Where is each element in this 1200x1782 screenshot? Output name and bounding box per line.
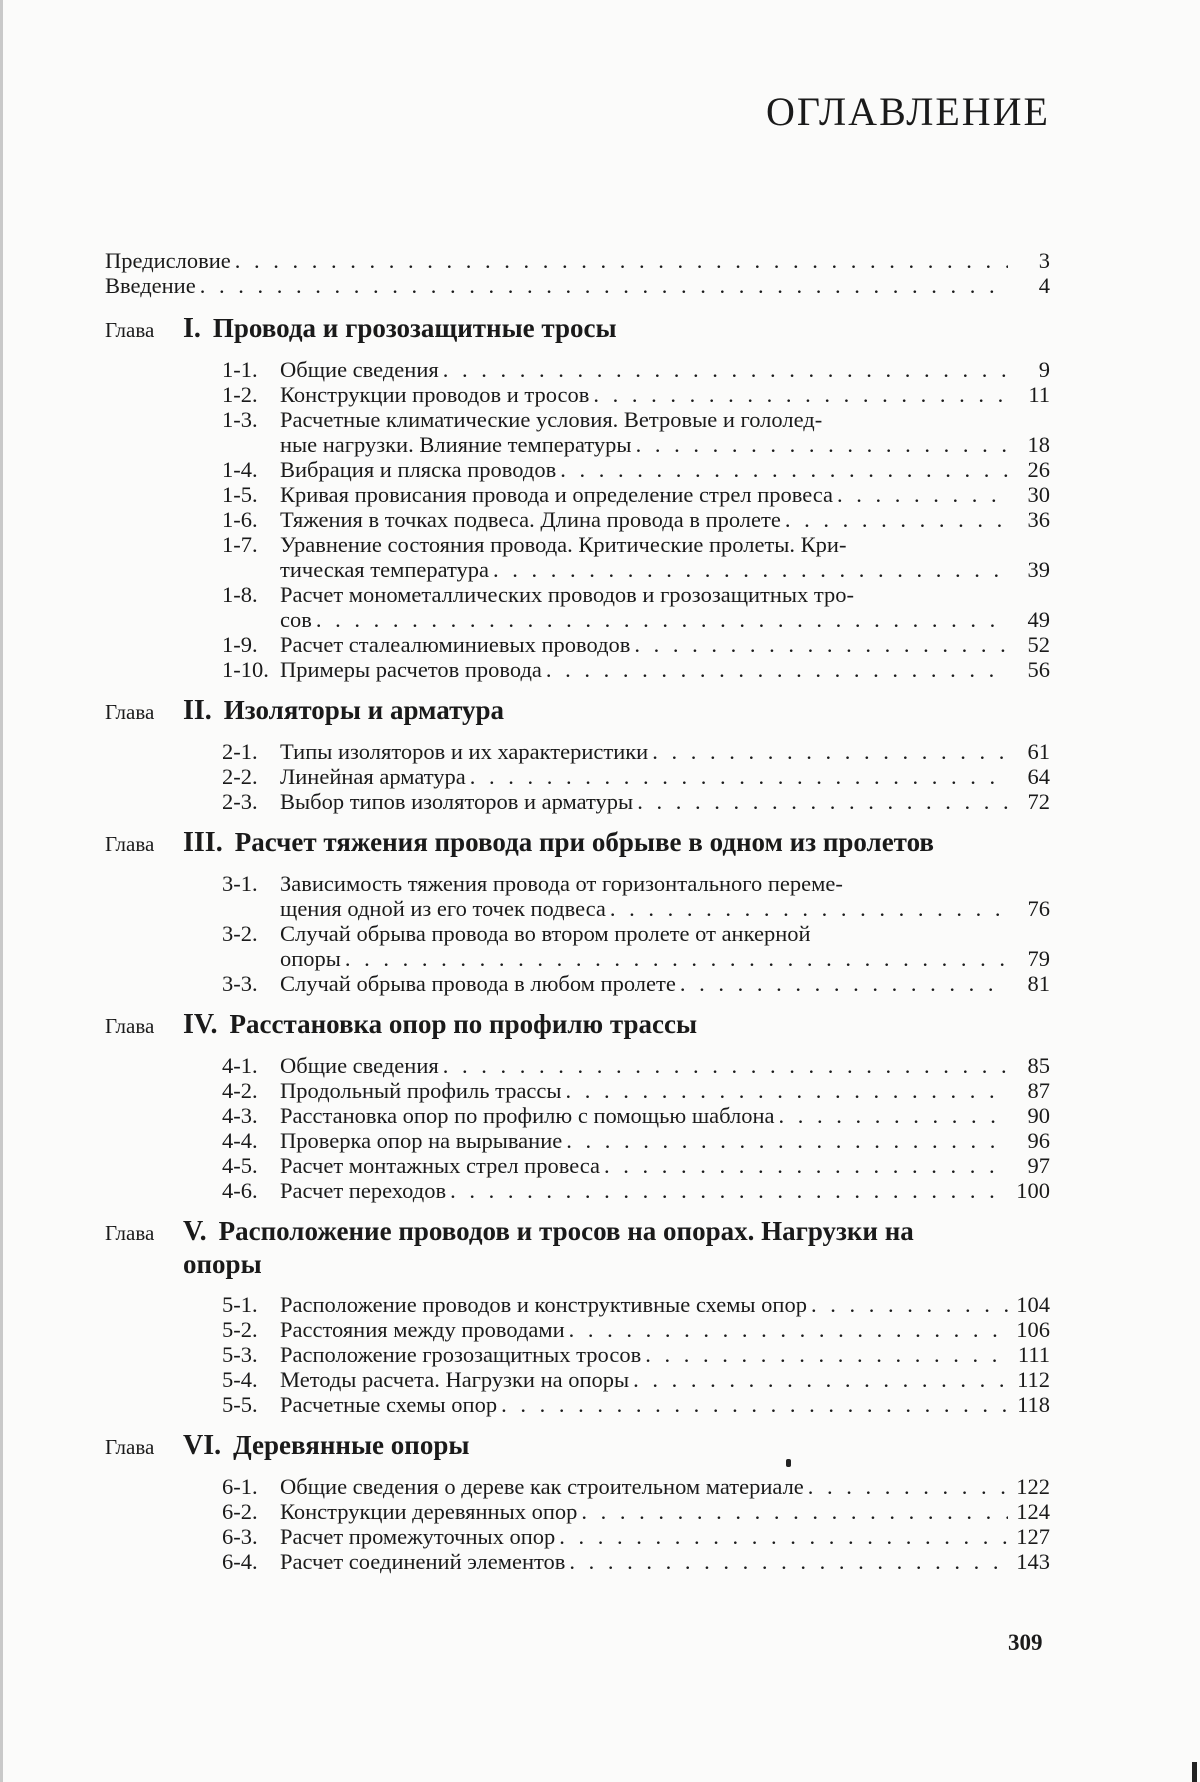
dot-leader: [680, 971, 1008, 996]
toc-section-entry[interactable]: [222, 1292, 1050, 1317]
dot-leader: [316, 607, 1008, 632]
dot-leader: [593, 382, 1008, 407]
toc-section-entry[interactable]: [222, 1499, 1050, 1524]
dot-leader: [811, 1292, 1008, 1317]
entry-page: 112: [1017, 1367, 1050, 1392]
entry-label: [222, 1499, 577, 1524]
entry-page: 52: [1027, 632, 1050, 657]
entry-continuation: [222, 432, 1050, 457]
entry-page: 104: [1016, 1292, 1050, 1317]
entry-label: [222, 1342, 641, 1367]
entry-page: 4: [1038, 273, 1050, 298]
section-number: 4-4.: [222, 1128, 258, 1153]
entry-label: [222, 1053, 439, 1078]
scan-corner-mark: [1192, 1762, 1197, 1782]
entry-page: 85: [1027, 1053, 1050, 1078]
section-text: Расчет монтажных стрел провеса: [280, 1153, 601, 1178]
section-number: 6-4.: [222, 1549, 258, 1574]
chapter-title: Изоляторы и арматура: [223, 695, 504, 725]
section-text: Уравнение состояния провода. Критические пролеты. Кри-: [280, 532, 847, 557]
chapter-word: Глава: [105, 318, 155, 342]
dot-leader: [569, 1549, 1008, 1574]
section-number: 5-1.: [222, 1292, 258, 1317]
entry-label: [222, 582, 854, 607]
section-text: Конструкции проводов и тросов: [280, 382, 590, 407]
entry-label: [222, 1153, 600, 1178]
section-number: 4-5.: [222, 1153, 258, 1178]
toc-section-entry[interactable]: [222, 1053, 1050, 1078]
toc-section-entry[interactable]: [222, 532, 1050, 582]
toc-section-entry[interactable]: [222, 457, 1050, 482]
section-text: Кривая провисания провода и определение стрел провеса: [280, 482, 834, 507]
entry-label: [222, 1128, 562, 1153]
toc-section-entry[interactable]: [222, 1367, 1050, 1392]
entry-page: 97: [1027, 1153, 1050, 1178]
entry-label: [222, 1178, 446, 1203]
entry-label: [222, 382, 589, 407]
dot-leader: [450, 1178, 1008, 1203]
table-of-contents: [105, 248, 1050, 1574]
toc-section-entry[interactable]: [222, 482, 1050, 507]
entry-first-line: [222, 921, 1050, 946]
section-text: Расчет переходов: [280, 1178, 447, 1203]
dot-leader: [560, 457, 1008, 482]
section-text-cont: опоры: [280, 946, 341, 971]
section-text: Зависимость тяжения провода от горизонтального переме-: [280, 871, 843, 896]
entry-label: Предисловие: [105, 248, 231, 273]
entry-page: 39: [1027, 557, 1050, 582]
entry-label: [222, 1524, 555, 1549]
entry-label: [222, 1317, 565, 1342]
chapter-title-block: [183, 312, 963, 345]
toc-section-entry[interactable]: [222, 1153, 1050, 1178]
dot-leader: [634, 632, 1008, 657]
entry-continuation: [222, 896, 1050, 921]
section-number: 3-3.: [222, 971, 258, 996]
section-number: 3-1.: [222, 871, 258, 896]
chapter-title-block: [183, 1008, 963, 1041]
chapter-word: Глава: [105, 1221, 155, 1245]
dot-leader: [779, 1103, 1008, 1128]
section-number: 2-1.: [222, 739, 258, 764]
dot-leader: [637, 789, 1008, 814]
entry-first-line: [222, 407, 1050, 432]
section-text: Тяжения в точках подвеса. Длина провода в пролете: [280, 507, 781, 532]
section-number: 4-6.: [222, 1178, 258, 1203]
chapter-title: Расположение проводов и тросов на опорах. Нагрузки на опоры: [183, 1216, 914, 1279]
entry-page: 96: [1027, 1128, 1050, 1153]
entry-label: [222, 971, 676, 996]
section-number: 1-9.: [222, 632, 258, 657]
section-text: Методы расчета. Нагрузки на опоры: [280, 1367, 630, 1392]
entry-label: [222, 871, 843, 896]
entry-first-line: [222, 871, 1050, 896]
chapter-title: Расстановка опор по профилю трассы: [229, 1009, 698, 1039]
dot-leader: [581, 1499, 1008, 1524]
entry-page: 61: [1027, 739, 1050, 764]
entry-page: 64: [1027, 764, 1050, 789]
section-number: 6-3.: [222, 1524, 258, 1549]
chapter-number: III.: [183, 827, 223, 858]
section-text: Расчет промежуточных опор: [280, 1524, 556, 1549]
entry-label: [222, 482, 833, 507]
section-number: 4-1.: [222, 1053, 258, 1078]
chapter-heading[interactable]: [105, 1429, 1050, 1462]
entry-label: [222, 1078, 562, 1103]
section-text: Конструкции деревянных опор: [280, 1499, 578, 1524]
toc-section-entry[interactable]: [222, 789, 1050, 814]
section-number: 5-5.: [222, 1392, 258, 1417]
section-text: Расстановка опор по профилю с помощью шаблона: [280, 1103, 775, 1128]
section-number: 1-3.: [222, 407, 258, 432]
toc-section-entry[interactable]: [222, 407, 1050, 457]
toc-section-entry[interactable]: [222, 582, 1050, 632]
section-text: Продольный профиль трассы: [280, 1078, 562, 1103]
entry-continuation: [222, 607, 1050, 632]
chapter-title: Расчет тяжения провода при обрыве в одном из пролетов: [234, 827, 934, 857]
section-text: Расположение проводов и конструктивные схемы опор: [280, 1292, 807, 1317]
section-number: 1-1.: [222, 357, 258, 382]
chapter-title-block: [183, 694, 963, 727]
section-text: Расстояния между проводами: [280, 1317, 565, 1342]
entry-label: [222, 1392, 497, 1417]
dot-leader: [785, 507, 1008, 532]
entry-page: 26: [1027, 457, 1050, 482]
section-text: Общие сведения: [280, 357, 439, 382]
section-number: 1-7.: [222, 532, 258, 557]
page-edge: [0, 0, 3, 1782]
section-number: 2-2.: [222, 764, 258, 789]
dot-leader: [443, 357, 1008, 382]
dot-leader: [569, 1317, 1008, 1342]
section-text: Расчет соединений элементов: [280, 1549, 566, 1574]
section-text: Типы изоляторов и их характеристики: [280, 739, 649, 764]
entry-label: Введение: [105, 273, 196, 298]
chapter-number: II.: [183, 695, 212, 726]
dot-leader: [645, 1342, 1008, 1367]
dot-leader: [235, 248, 1008, 273]
toc-section-entry[interactable]: [222, 1392, 1050, 1417]
entry-label: [222, 1292, 807, 1317]
dot-leader: [501, 1392, 1008, 1417]
entry-page: 11: [1028, 382, 1050, 407]
dot-leader: [604, 1153, 1008, 1178]
section-text: Выбор типов изоляторов и арматуры: [280, 789, 634, 814]
chapter-word: Глава: [105, 700, 155, 724]
entry-label: [222, 357, 439, 382]
section-text: Расчетные климатические условия. Ветровые и гололед-: [280, 407, 823, 432]
page-title: ОГЛАВЛЕНИЕ: [766, 89, 1050, 134]
toc-section-entry[interactable]: [222, 1128, 1050, 1153]
entry-label: [222, 407, 822, 432]
dot-leader: [610, 896, 1008, 921]
section-text: Проверка опор на вырывание: [280, 1128, 563, 1153]
entry-label: [222, 457, 556, 482]
toc-section-entry[interactable]: [222, 657, 1050, 682]
section-text: Случай обрыва провода в любом пролете: [280, 971, 676, 996]
section-number: 3-2.: [222, 921, 258, 946]
section-number: 6-2.: [222, 1499, 258, 1524]
entry-page: 87: [1027, 1078, 1050, 1103]
section-text: Общие сведения: [280, 1053, 439, 1078]
chapter-number: IV.: [183, 1009, 218, 1040]
dot-leader: [837, 482, 1008, 507]
entry-label: [222, 921, 811, 946]
section-text: Расчет монометаллических проводов и грозозащитных тро-: [280, 582, 855, 607]
chapter-number: V.: [183, 1216, 207, 1247]
entry-label: [222, 1474, 804, 1499]
entry-label: [222, 507, 781, 532]
section-text-cont: сов: [280, 607, 312, 632]
entry-first-line: [222, 582, 1050, 607]
entry-label: [222, 764, 466, 789]
section-number: 2-3.: [222, 789, 258, 814]
entry-label: [222, 1367, 629, 1392]
toc-section-entry[interactable]: [222, 871, 1050, 921]
dot-leader: [443, 1053, 1008, 1078]
chapter-word: Глава: [105, 1014, 155, 1038]
section-text: Вибрация и пляска проводов: [280, 457, 557, 482]
entry-label: [222, 1549, 565, 1574]
entry-page: 100: [1016, 1178, 1050, 1203]
section-text: Расположение грозозащитных тросов: [280, 1342, 642, 1367]
entry-page: 56: [1027, 657, 1050, 682]
entry-label: [222, 739, 648, 764]
section-number: 5-4.: [222, 1367, 258, 1392]
toc-section-entry[interactable]: [222, 632, 1050, 657]
section-number: 1-8.: [222, 582, 258, 607]
chapter-title-block: [183, 1215, 963, 1280]
chapter-word: Глава: [105, 1435, 155, 1459]
dot-leader: [345, 946, 1008, 971]
section-text: Примеры расчетов провода: [280, 657, 542, 682]
entry-label: [222, 657, 542, 682]
entry-page: 72: [1027, 789, 1050, 814]
toc-section-entry[interactable]: [222, 1342, 1050, 1367]
entry-page: 118: [1017, 1392, 1050, 1417]
entry-page: 30: [1027, 482, 1050, 507]
chapter-heading[interactable]: [105, 694, 1050, 727]
chapter-number: I.: [183, 313, 201, 344]
chapter-title: Деревянные опоры: [233, 1430, 470, 1460]
section-number: 1-10.: [222, 657, 269, 682]
page-number: 309: [1008, 1630, 1043, 1655]
entry-page: 81: [1027, 971, 1050, 996]
toc-section-entry[interactable]: [222, 507, 1050, 532]
section-number: 1-6.: [222, 507, 258, 532]
toc-section-entry[interactable]: [222, 1178, 1050, 1203]
chapter-heading[interactable]: [105, 1215, 1050, 1280]
entry-page: 9: [1038, 357, 1050, 382]
section-number: 4-3.: [222, 1103, 258, 1128]
toc-section-entry[interactable]: [222, 1103, 1050, 1128]
chapter-title: Провода и грозозащитные тросы: [212, 313, 617, 343]
section-text: Расчетные схемы опор: [280, 1392, 498, 1417]
toc-section-entry[interactable]: [222, 1317, 1050, 1342]
entry-page: 122: [1016, 1474, 1050, 1499]
toc-section-entry[interactable]: [222, 1474, 1050, 1499]
toc-front-entry[interactable]: [105, 248, 1050, 273]
section-number: 1-2.: [222, 382, 258, 407]
section-number: 5-2.: [222, 1317, 258, 1342]
print-speck: [786, 1459, 791, 1467]
toc-section-entry[interactable]: [222, 921, 1050, 971]
toc-front-entry[interactable]: [105, 273, 1050, 298]
entry-page: 3: [1038, 248, 1050, 273]
entry-page: 76: [1027, 896, 1050, 921]
chapter-heading[interactable]: [105, 826, 1050, 859]
entry-continuation: [222, 946, 1050, 971]
dot-leader: [559, 1524, 1008, 1549]
entry-page: 18: [1027, 432, 1050, 457]
entry-label: [222, 1103, 775, 1128]
entry-page: 36: [1027, 507, 1050, 532]
entry-page: 106: [1016, 1317, 1050, 1342]
dot-leader: [566, 1128, 1008, 1153]
dot-leader: [200, 273, 1008, 298]
entry-page: 49: [1027, 607, 1050, 632]
section-text: Линейная арматура: [280, 764, 466, 789]
entry-page: 79: [1027, 946, 1050, 971]
dot-leader: [808, 1474, 1008, 1499]
section-text: Расчет сталеалюминиевых проводов: [280, 632, 631, 657]
dot-leader: [636, 432, 1008, 457]
section-text-cont: тическая температура: [280, 557, 490, 582]
toc-section-entry[interactable]: [222, 739, 1050, 764]
toc-section-entry[interactable]: [222, 357, 1050, 382]
toc-section-entry[interactable]: [222, 382, 1050, 407]
dot-leader: [566, 1078, 1008, 1103]
section-number: 1-4.: [222, 457, 258, 482]
chapter-number: VI.: [183, 1430, 222, 1461]
toc-section-entry[interactable]: [222, 764, 1050, 789]
dot-leader: [493, 557, 1008, 582]
toc-section-entry[interactable]: [222, 1078, 1050, 1103]
section-text-cont: щения одной из его точек подвеса: [280, 896, 606, 921]
entry-page: 90: [1027, 1103, 1050, 1128]
dot-leader: [546, 657, 1008, 682]
section-text-cont: ные нагрузки. Влияние температуры: [280, 432, 632, 457]
entry-page: 124: [1016, 1499, 1050, 1524]
entry-page: 143: [1016, 1549, 1050, 1574]
entry-page: 127: [1016, 1524, 1050, 1549]
entry-continuation: [222, 557, 1050, 582]
chapter-title-block: [183, 1429, 963, 1462]
chapter-title-block: [183, 826, 963, 859]
dot-leader: [652, 739, 1008, 764]
entry-first-line: [222, 532, 1050, 557]
toc-section-entry[interactable]: [222, 1524, 1050, 1549]
entry-label: [222, 532, 846, 557]
section-number: 1-5.: [222, 482, 258, 507]
section-number: 6-1.: [222, 1474, 258, 1499]
dot-leader: [633, 1367, 1008, 1392]
toc-section-entry[interactable]: [222, 1549, 1050, 1574]
entry-label: [222, 789, 633, 814]
section-number: 4-2.: [222, 1078, 258, 1103]
entry-page: 111: [1017, 1342, 1050, 1367]
section-text: Общие сведения о дереве как строительном материале: [280, 1474, 804, 1499]
dot-leader: [470, 764, 1008, 789]
chapter-heading[interactable]: [105, 1008, 1050, 1041]
section-number: 5-3.: [222, 1342, 258, 1367]
entry-label: [222, 632, 630, 657]
chapter-word: Глава: [105, 832, 155, 856]
chapter-heading[interactable]: [105, 312, 1050, 345]
section-text: Случай обрыва провода во втором пролете от анкерной: [280, 921, 811, 946]
toc-section-entry[interactable]: [222, 971, 1050, 996]
